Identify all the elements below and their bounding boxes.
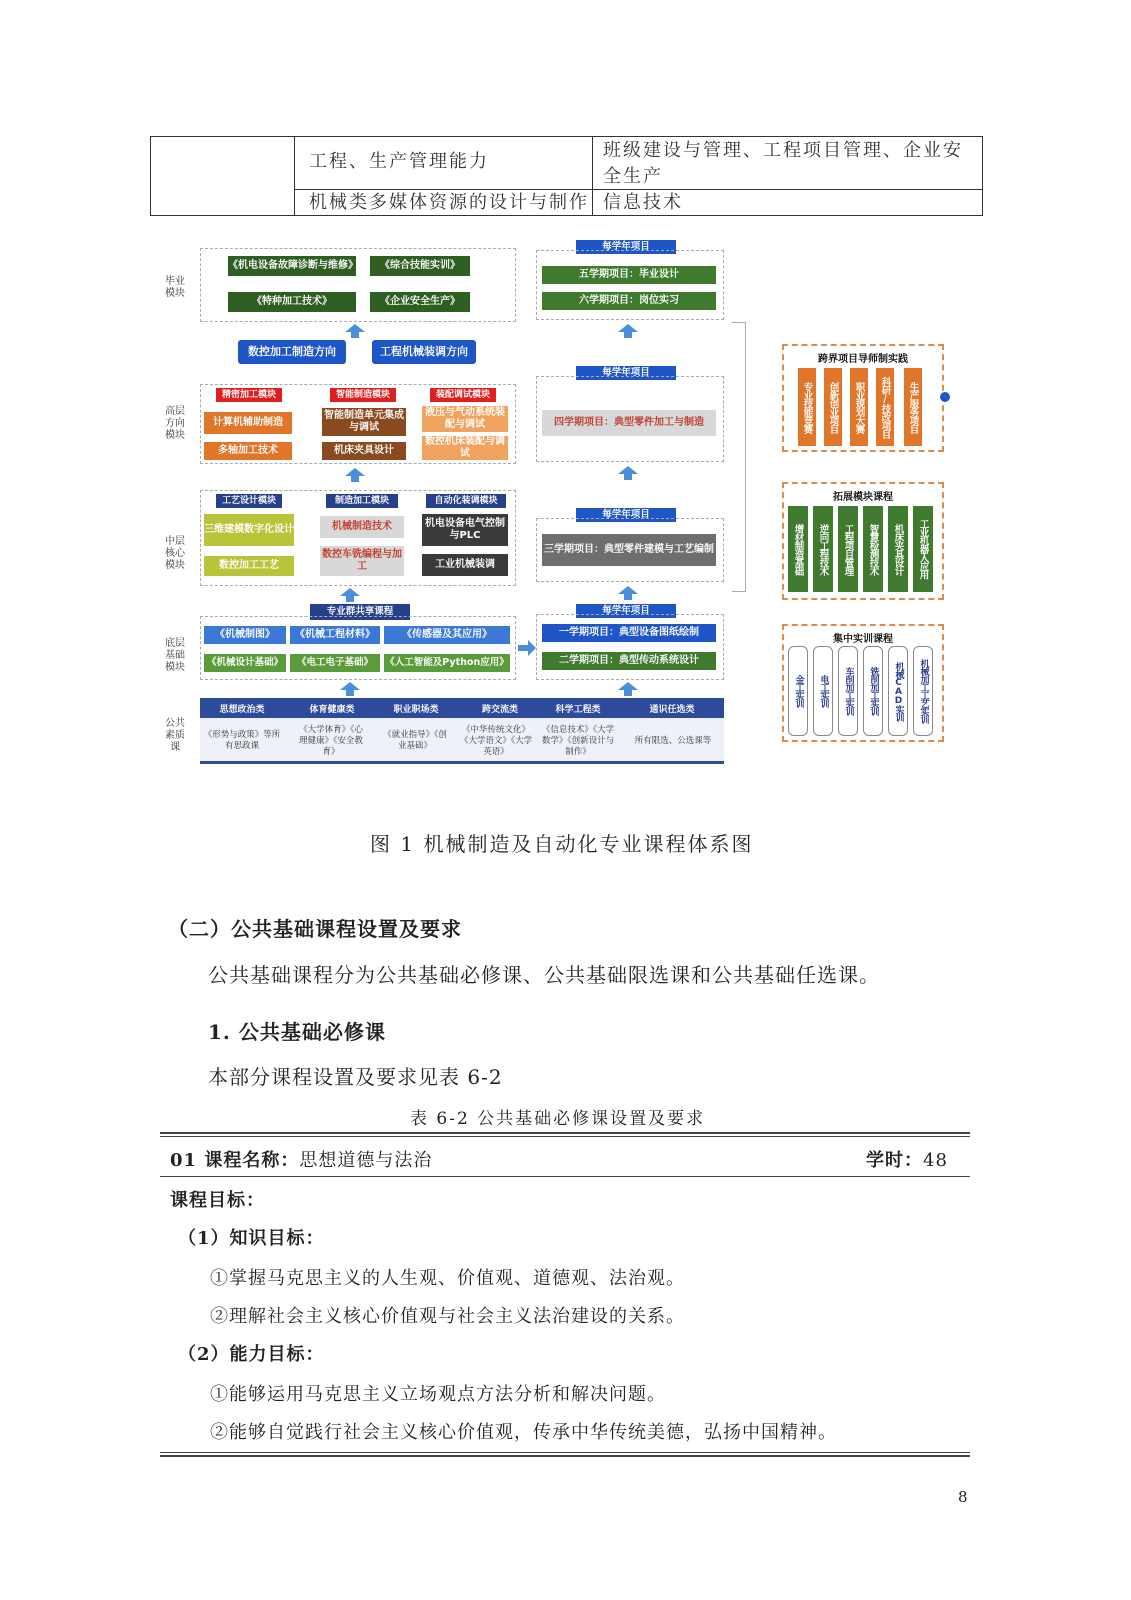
extension-item: 工程项目管理: [838, 506, 858, 592]
public-category-items: 《信息技术》《大学数学》《创新设计与制作》: [541, 724, 615, 757]
up-arrow-icon: [618, 682, 638, 696]
up-arrow-icon: [345, 324, 365, 338]
public-category-title: 思想政治类: [219, 705, 265, 715]
course-name-label: 01 课程名称：: [170, 1150, 300, 1171]
yearly-label: 每学年项目: [576, 604, 676, 618]
course-box: 多轴加工技术: [204, 442, 292, 460]
project-box: 二学期项目：典型传动系统设计: [542, 652, 716, 670]
sub-heading: 1. 公共基础必修课: [208, 1020, 386, 1044]
training-item: 车削加工实训: [838, 646, 858, 736]
table-caption: 表 6-2 公共基础必修课设置及要求: [410, 1109, 706, 1129]
yearly-label: 每学年项目: [576, 366, 676, 380]
sub-intro: 本部分课程设置及要求见表 6-2: [208, 1065, 503, 1089]
yearly-label: 每学年项目: [576, 240, 676, 254]
module-title: 制造加工模块: [326, 494, 398, 508]
course-goal-label: 课程目标：: [170, 1190, 265, 1211]
project-box: 六学期项目：岗位实习: [542, 292, 716, 310]
course-box: 机床夹具设计: [322, 442, 406, 460]
training-item: 电工实训: [813, 646, 833, 736]
table-rule-mid: [160, 1176, 970, 1177]
public-category-title: 跨交流类: [481, 705, 518, 715]
extension-item: 工业机器人应用: [913, 506, 933, 592]
public-category-title: 体育健康类: [309, 705, 355, 715]
cross-practice-item: 科研/技改项目: [876, 368, 894, 446]
section-intro: 公共基础课程分为公共基础必修课、公共基础限选课和公共基础任选课。: [208, 963, 880, 987]
table-cell: 全生产: [603, 166, 663, 187]
table-cell: 信息技术: [603, 192, 683, 213]
course-box: 机械制造技术: [320, 516, 404, 538]
up-arrow-icon: [618, 324, 638, 338]
ability-label: （2）能力目标：: [178, 1344, 325, 1365]
ability-item: ①能够运用马克思主义立场观点方法分析和解决问题。: [210, 1384, 666, 1405]
public-category-items: 所有限选、公选课等: [634, 735, 712, 746]
course-box: 液压与气动系统装配与调试: [422, 406, 508, 432]
project-box: 一学期项目：典型设备图纸绘制: [542, 624, 716, 642]
public-category-title: 通识任选类: [649, 705, 695, 715]
table-cell: 班级建设与管理、工程项目管理、企业安: [603, 140, 963, 161]
direction-badge: 数控加工制造方向: [238, 340, 346, 364]
training-item: 铣削加工实训: [863, 646, 883, 736]
curriculum-diagram: [160, 240, 973, 788]
project-box: 三学期项目：典型零件建模与工艺编制: [542, 534, 716, 566]
course-box: 《机械制图》: [204, 626, 286, 644]
public-category-items: 《形势与政策》等所有思政课: [203, 730, 281, 751]
table-rule-bottom-2: [160, 1455, 970, 1457]
section-heading: （二）公共基础课程设置及要求: [168, 917, 462, 941]
course-box: 智能制造单元集成与调试: [322, 408, 406, 436]
extension-item: 逆向工程技术: [813, 506, 833, 592]
public-category-items: 《就业指导》《创业基础》: [383, 730, 447, 751]
page-number: 8: [958, 1488, 969, 1506]
course-name-row: [170, 1146, 432, 1172]
right-arrow-icon: [518, 640, 536, 656]
module-title: 自动化装调模块: [426, 494, 506, 508]
course-box: 数控机床装配与调试: [422, 436, 508, 460]
course-hours-value: 48: [923, 1150, 948, 1171]
up-arrow-icon: [340, 588, 360, 602]
course-box: 《电工电子基础》: [290, 654, 380, 672]
course-hours-label: 学时：: [866, 1150, 923, 1171]
cross-practice-item: 生产服务项目: [904, 368, 922, 446]
module-title: 精密加工模块: [216, 388, 282, 402]
course-box: 工业机械装调: [422, 554, 508, 576]
knowledge-label: （1）知识目标：: [178, 1228, 325, 1249]
bracket-line: [732, 322, 746, 592]
extension-item: 智慧检测技术: [863, 506, 883, 592]
course-box: 《传感器及其应用》: [384, 626, 510, 644]
training-item: 机械CAD实训: [888, 646, 908, 736]
up-arrow-icon: [618, 466, 638, 480]
direction-badge: 工程机械装调方向: [372, 340, 476, 364]
module-title: 工艺设计模块: [216, 494, 282, 508]
up-arrow-icon: [345, 468, 365, 482]
extension-title: 拓展模块课程: [833, 492, 893, 503]
public-category-title: 职业职场类: [393, 705, 439, 715]
extension-item: 增材制造基础: [788, 506, 808, 592]
table-rule-top: [160, 1132, 970, 1134]
training-item: 金工实训: [788, 646, 808, 736]
cross-practice-title: 跨界项目导师制实践: [818, 354, 908, 365]
course-box: 三维建模数字化设计: [204, 514, 294, 546]
side-label-advanced: 高层方向模块: [165, 406, 185, 441]
up-arrow-icon: [340, 682, 360, 696]
extension-item: 机床夹具设计: [888, 506, 908, 592]
course-box: 机电设备电气控制与PLC: [422, 514, 508, 546]
course-box: 数控车铣编程与加工: [320, 546, 404, 576]
connector-dot: [940, 392, 950, 402]
public-category-title: 科学工程类: [555, 705, 601, 715]
ability-item: ②能够自觉践行社会主义核心价值观，传承中华传统美德，弘扬中国精神。: [210, 1422, 837, 1443]
grad-course: 《机电设备故障诊断与维修》: [228, 256, 356, 276]
public-category-items: 《大学体育》《心理健康》《安全教育》: [299, 724, 363, 757]
side-label-public: 公共素质课: [165, 718, 185, 753]
top-table: [150, 136, 983, 216]
knowledge-item: ①掌握马克思主义的人生观、价值观、道德观、法治观。: [210, 1268, 685, 1289]
figure-caption: 图 1 机械制造及自动化专业课程体系图: [370, 832, 754, 856]
cross-practice-item: 职业规划大赛: [850, 368, 868, 446]
up-arrow-icon: [618, 586, 638, 600]
side-label-foundation: 底层基础模块: [165, 638, 185, 673]
grad-course: 《企业安全生产》: [370, 292, 470, 312]
course-hours-row: [866, 1146, 948, 1172]
table-cell: 机械类多媒体资源的设计与制作: [309, 192, 589, 213]
module-title: 装配调试模块: [430, 388, 496, 402]
course-box: 数控加工工艺: [204, 556, 294, 576]
cross-practice-item: 专业技能竞赛: [798, 368, 816, 446]
side-label-graduation: 毕业模块: [165, 276, 185, 299]
side-label-core: 中层核心模块: [165, 536, 185, 571]
training-item: 机械加工工艺实训: [913, 646, 933, 736]
course-box: 计算机辅助制造: [204, 412, 292, 434]
course-box: 《机械工程材料》: [290, 626, 380, 644]
table-cell: 工程、生产管理能力: [309, 151, 489, 172]
table-rule-bottom: [160, 1452, 970, 1453]
cross-practice-item: 创新创业项目: [824, 368, 842, 446]
grad-course: 《特种加工技术》: [228, 292, 356, 312]
shared-title: 专业群共享课程: [310, 604, 410, 620]
training-title: 集中实训课程: [833, 634, 893, 645]
yearly-label: 每学年项目: [576, 508, 676, 522]
knowledge-item: ②理解社会主义核心价值观与社会主义法治建设的关系。: [210, 1306, 685, 1327]
course-box: 《机械设计基础》: [204, 654, 286, 672]
module-title: 智能制造模块: [330, 388, 396, 402]
project-box: 四学期项目：典型零件加工与制造: [542, 410, 716, 436]
public-category-items: 《中华传统文化》《大学语文》《大学英语》: [459, 724, 533, 757]
table-rule-top-2: [160, 1136, 970, 1137]
course-box: 《人工智能及Python应用》: [384, 654, 510, 672]
grad-course: 《综合技能实训》: [370, 256, 470, 276]
course-name-value: 思想道德与法治: [299, 1150, 433, 1171]
project-box: 五学期项目：毕业设计: [542, 266, 716, 284]
